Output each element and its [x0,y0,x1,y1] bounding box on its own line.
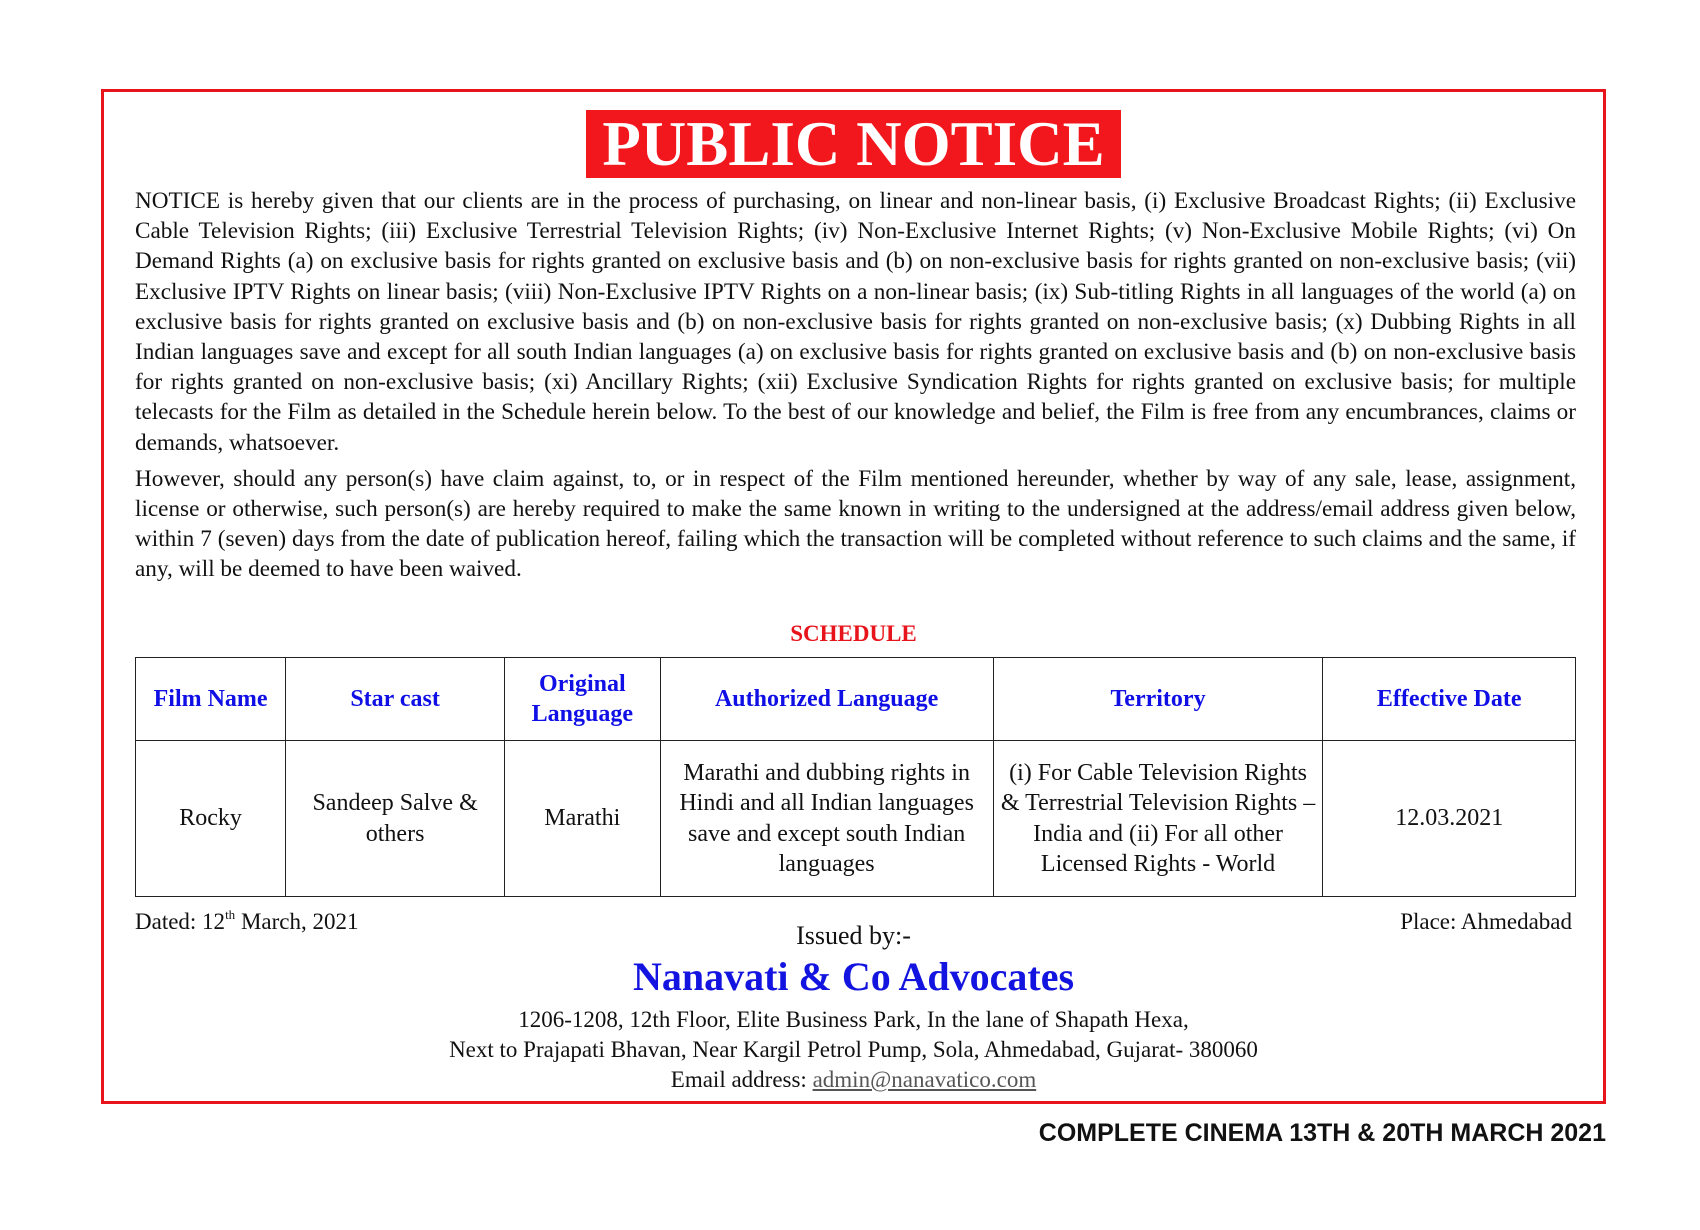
header-film-name: Film Name [136,658,286,741]
dated-superscript: th [225,907,236,922]
header-authorized-language: Authorized Language [660,658,993,741]
email-line [104,1065,1603,1095]
header-original-language: Original Language [504,658,660,741]
cell-effective-date: 12.03.2021 [1323,741,1576,897]
schedule-title: SCHEDULE [790,621,917,646]
dated-prefix: Dated: 12 [135,909,226,934]
notice-frame [101,89,1606,1104]
dated-suffix: March, 2021 [235,909,359,934]
issued-by: Issued by:- [796,921,911,950]
email-label: Email address: [670,1067,813,1092]
cell-star-cast: Sandeep Salve & others [286,741,505,897]
notice-paragraph-1: NOTICE is hereby given that our clients are in the process of purchasing, on linear and non-linear basis, (i) Exclusive Broadcast Rights; (ii) Exclusive Cable Television Rights; (iii) Exclusive Terrestrial Television Rights; (iv) Non-Exclusive Internet Rights; (v) Non-Exclusive Mobile Rights; (vi) On Demand Rights (a) on exclusive basis for rights granted on exclusive basis and (b) on non-exclusive basis for rights granted on non-exclusive basis; (vii) Exclusive IPTV Rights on linear basis; (viii) Non-Exclusive IPTV Rights on a non-linear basis; (ix) Sub-titling Rights in all languages of the world (a) on exclusive basis for rights granted on exclusive basis and (b) on non-exclusive basis for rights granted on non-exclusive basis; (x) Dubbing Rights in all Indian languages save and except for all south Indian languages (a) on exclusive basis for rights granted on exclusive basis and (b) on non-exclusive basis for rights granted on non-exclusive basis; (xi) Ancillary Rights; (xii) Exclusive Syndication Rights for rights granted on exclusive basis; for multiple telecasts for the Film as detailed in the Schedule herein below. To the best of our knowledge and belief, the Film is free from any encumbrances, claims or demands, whatsoever. [135,188,1576,456]
notice-title: PUBLIC NOTICE [586,110,1120,178]
cell-film-name: Rocky [136,741,286,897]
notice-paragraph-2: However, should any person(s) have claim against, to, or in respect of the Film mentioned hereunder, whether by way of any sale, lease, assignment, license or otherwise, such person(s) are hereby required to make the same known in writing to the undersigned at the address/email address given below, within 7 (seven) days from the date of publication hereof, failing which the transaction will be completed without reference to such claims and the same, if any, will be deemed to have been waived. [135,465,1576,583]
cell-original-language: Marathi [504,741,660,897]
cell-authorized-language: Marathi and dubbing rights in Hindi and all Indian languages save and except south Indian languages [660,741,993,897]
header-star-cast: Star cast [286,658,505,741]
cell-territory: (i) For Cable Television Rights & Terrestrial Television Rights – India and (ii) For all other Licensed Rights - World [993,741,1323,897]
address-line-2: Next to Prajapati Bhavan, Near Kargil Petrol Pump, Sola, Ahmedabad, Gujarat- 380060 [449,1037,1258,1062]
header-effective-date: Effective Date [1323,658,1576,741]
table-header-row [136,658,1576,741]
schedule-table [135,657,1576,897]
header-territory: Territory [993,658,1323,741]
table-row [136,741,1576,897]
place-line: Place: Ahmedabad [1400,909,1572,934]
title-wrap [104,110,1603,178]
address-line-1: 1206-1208, 12th Floor, Elite Business Park, In the lane of Shapath Hexa, [518,1007,1189,1032]
email-link[interactable]: admin@nanavatico.com [812,1067,1037,1092]
notice-body [135,186,1576,585]
firm-name: Nanavati & Co Advocates [632,954,1075,999]
publication-footer: COMPLETE CINEMA 13TH & 20TH MARCH 2021 [1038,1119,1606,1147]
